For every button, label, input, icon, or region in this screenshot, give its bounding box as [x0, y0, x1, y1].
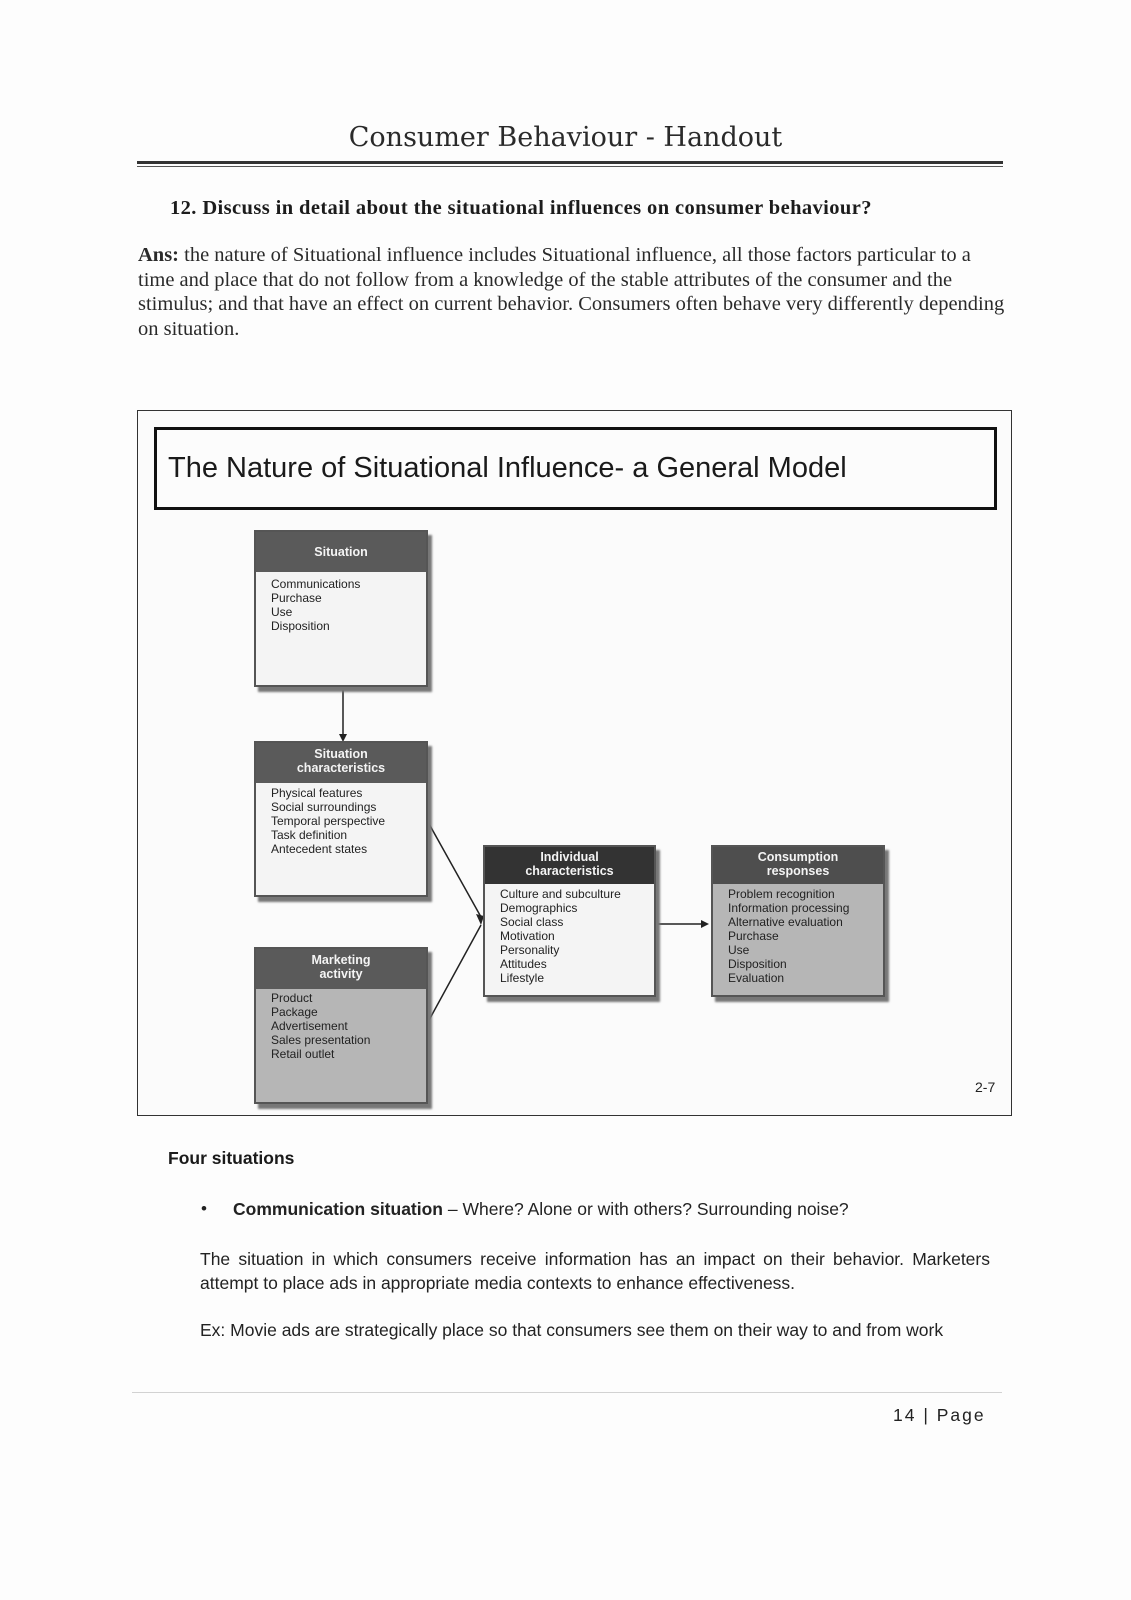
page-header-title: Consumer Behaviour - Handout — [348, 122, 783, 153]
list-item: Retail outlet — [271, 1047, 335, 1061]
figure-title: The Nature of Situational Influence- a General Model — [168, 452, 847, 484]
consumption-responses-items — [728, 887, 849, 985]
line-marketing-to-individual — [428, 925, 481, 1022]
list-item: Antecedent states — [271, 842, 368, 856]
paragraph: The situation in which consumers receive information has an impact on their behavior. Marketers attempt to place ads in appropriate media contexts to enhance effectiveness. — [200, 1249, 990, 1293]
bullet-icon: • — [201, 1199, 207, 1218]
list-item: Disposition — [728, 957, 787, 971]
list-item: Use — [271, 605, 293, 619]
list-item: Advertisement — [271, 1019, 348, 1033]
list-item: Package — [271, 1005, 318, 1019]
list-item: Alternative evaluation — [728, 915, 843, 929]
list-item: Demographics — [500, 901, 578, 915]
example-paragraph: Ex: Movie ads are strategically place so that consumers see them on their way to and from work — [200, 1320, 944, 1340]
situation-box — [254, 530, 428, 687]
list-item: Lifestyle — [500, 971, 545, 985]
arrowhead-responses — [701, 920, 709, 928]
situation-box-items — [271, 577, 360, 633]
situation-characteristics-title: Situation characteristics — [256, 743, 426, 783]
individual-characteristics-box — [483, 845, 656, 997]
list-item: Social surroundings — [271, 800, 377, 814]
consumption-responses-box — [711, 845, 885, 997]
list-item: Purchase — [728, 929, 779, 943]
list-item: Product — [271, 991, 313, 1005]
list-item: Problem recognition — [728, 887, 835, 901]
marketing-activity-items — [271, 991, 370, 1061]
individual-characteristics-items — [500, 887, 621, 985]
marketing-activity-box — [254, 947, 428, 1104]
marketing-activity-title: Marketing activity — [256, 949, 426, 989]
question-heading: 12. Discuss in detail about the situational influences on consumer behaviour? — [170, 197, 872, 219]
list-item: Information processing — [728, 901, 850, 915]
bullet-rest: – Where? Alone or with others? Surrounding noise? — [443, 1199, 849, 1219]
list-item: Temporal perspective — [271, 814, 386, 828]
answer-text: the nature of Situational influence includes Situational influence, all those factors particular to a time and place that do not follow from a knowledge of the stable attributes of the consumer and the stimulus; and that have an effect on current behavior. Consumers often behave very differently depending on situation. — [138, 244, 1005, 340]
list-item: Attitudes — [500, 957, 547, 971]
list-item: Disposition — [271, 619, 330, 633]
list-item: Culture and subculture — [500, 887, 621, 901]
figure-number: 2-7 — [975, 1079, 996, 1095]
situation-box-title: Situation — [256, 532, 426, 572]
list-item: Motivation — [500, 929, 555, 943]
answer-label: Ans: — [138, 244, 180, 266]
list-item: Sales presentation — [271, 1033, 371, 1047]
situation-characteristics-items — [271, 786, 385, 856]
list-item: Communications — [271, 577, 361, 591]
list-item: Physical features — [271, 786, 363, 800]
list-item: Task definition — [271, 828, 348, 842]
list-item: Personality — [500, 943, 560, 957]
line-characteristics-to-individual — [428, 822, 481, 917]
bullet-item — [233, 1199, 849, 1220]
consumption-responses-title: Consumption responses — [713, 847, 883, 884]
list-item: Use — [728, 943, 750, 957]
bullet-term: Communication situation — [233, 1199, 443, 1219]
list-item: Social class — [500, 915, 564, 929]
footer-rule — [132, 1392, 1002, 1393]
section-heading: Four situations — [168, 1148, 295, 1168]
individual-characteristics-title: Individual characteristics — [485, 847, 654, 884]
page-number: 14 | Page — [893, 1405, 986, 1425]
list-item: Evaluation — [728, 971, 785, 985]
list-item: Purchase — [271, 591, 322, 605]
situation-characteristics-box — [254, 741, 428, 897]
